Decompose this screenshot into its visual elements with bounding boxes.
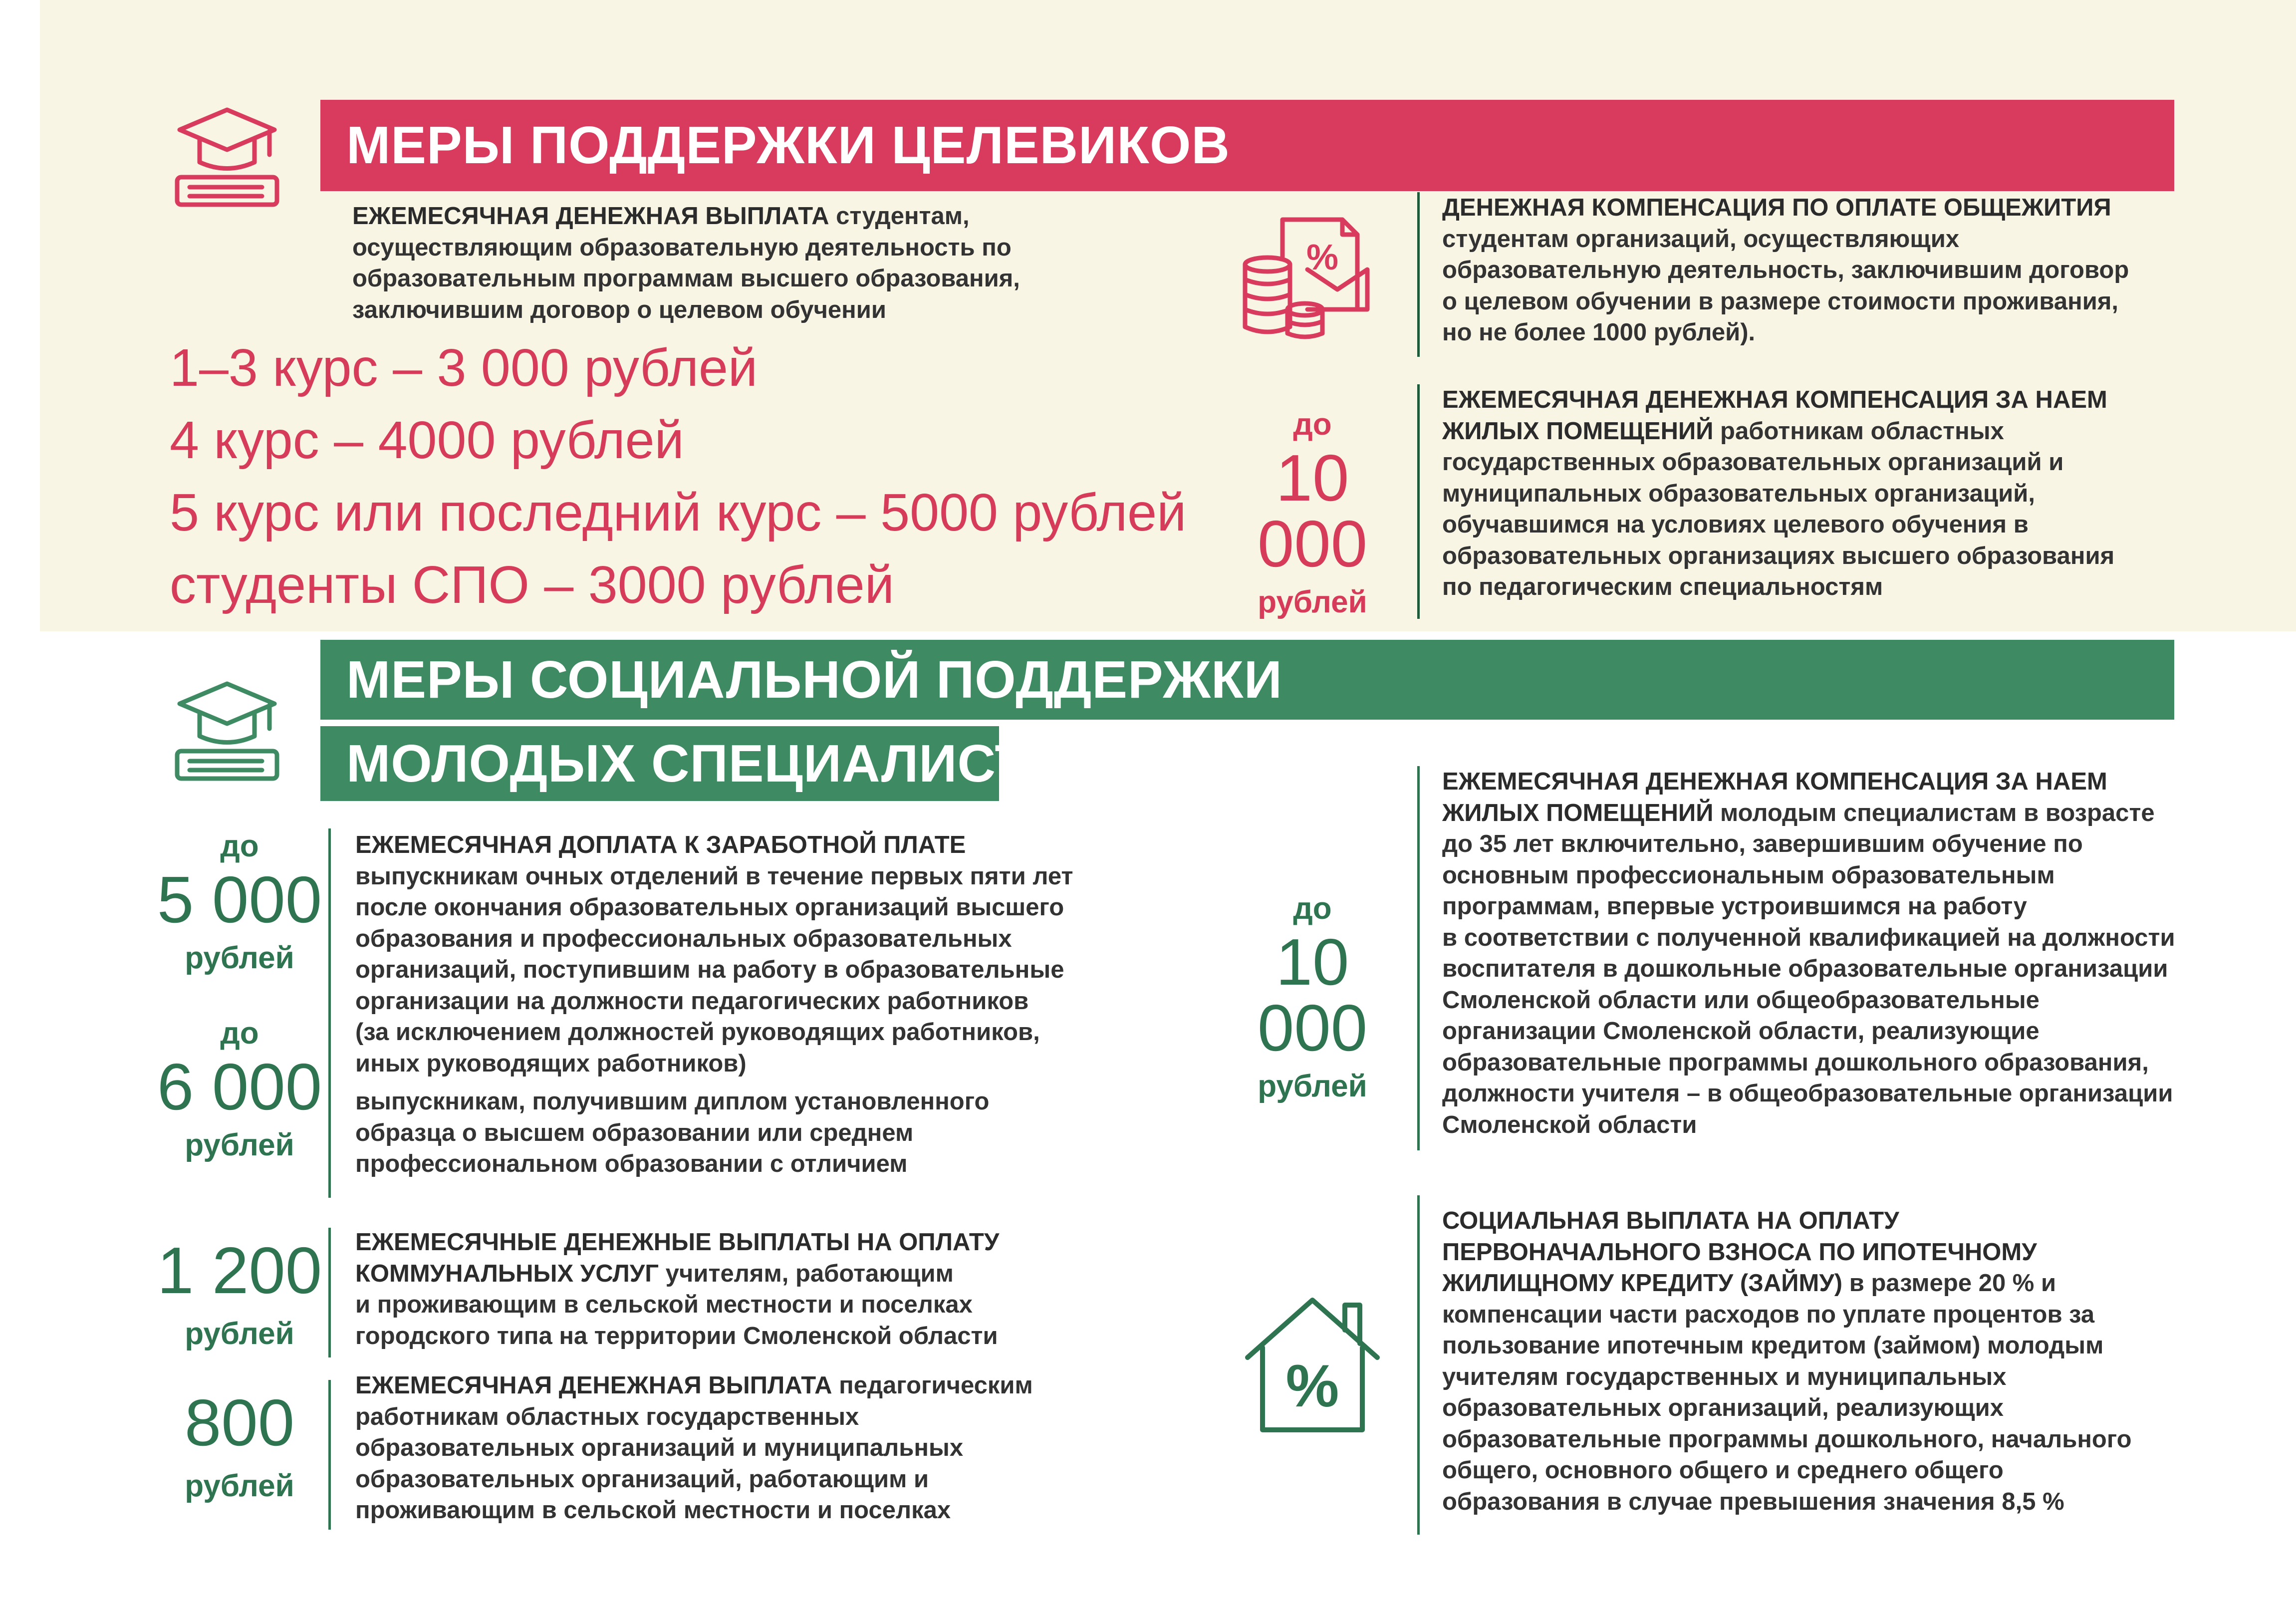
monthly-payment-line: студентам, — [829, 203, 970, 230]
rent1-line: по педагогическим специальностям — [1442, 573, 1883, 600]
amount-prefix: до — [1293, 891, 1332, 926]
dorm-line: образовательную деятельность, заключившим договор — [1442, 257, 2129, 283]
amount-value: 5 000 — [157, 863, 322, 936]
utilities-line: учителям, работающим — [659, 1260, 954, 1287]
salary-line: (за исключением должностей руководящих работников, — [355, 1019, 1040, 1046]
rent1-divider — [1417, 384, 1420, 619]
utilities-line: городского типа на территории Смоленской области — [355, 1322, 998, 1349]
rent1-line: образовательных организациях высшего образования — [1442, 542, 2115, 569]
section1-monthly-payment-text — [352, 201, 1211, 325]
salary-line: организаций, поступившим на работу в образовательные — [355, 956, 1064, 983]
mortgage-lead: СОЦИАЛЬНАЯ ВЫПЛАТА НА ОПЛАТУ — [1442, 1207, 1899, 1234]
teachers-amount — [150, 1386, 329, 1503]
utilities-text — [355, 1227, 1154, 1351]
rent2-line: Смоленской области — [1442, 1111, 1697, 1138]
mortgage-line: общего, основного общего и среднего общего — [1442, 1457, 2004, 1484]
utilities-line: и проживающим в сельской местности и поселках — [355, 1291, 973, 1318]
rent2-lead: ЕЖЕМЕСЯЧНАЯ ДЕНЕЖНАЯ КОМПЕНСАЦИЯ ЗА НАЕМ — [1442, 768, 2107, 795]
salary-line: организации на должности педагогических работников — [355, 987, 1029, 1015]
amount-value: 1 200 — [157, 1234, 322, 1307]
rent2-line: программам, впервые устроившимся на работу — [1442, 893, 2027, 920]
dorm-line: студентам организаций, осуществляющих — [1442, 225, 1960, 253]
monthly-payment-line: образовательным программам высшего образования, — [352, 265, 1020, 292]
salary-line: образования и профессиональных образовательных — [355, 925, 1012, 952]
section2-title-1: МЕРЫ СОЦИАЛЬНОЙ ПОДДЕРЖКИ — [346, 650, 1282, 709]
rent2-compensation-text — [1442, 766, 2281, 1140]
mortgage-line: образовательные программы дошкольного, начального — [1442, 1425, 2132, 1453]
utilities-lead: ЕЖЕМЕСЯЧНЫЕ ДЕНЕЖНЫЕ ВЫПЛАТЫ НА ОПЛАТУ — [355, 1229, 1000, 1256]
amount-unit: рублей — [1258, 585, 1367, 619]
salary-amount-1 — [150, 831, 329, 974]
rent2-line: Смоленской области или общеобразовательные — [1442, 986, 2040, 1014]
amount-value: 800 — [184, 1386, 295, 1459]
mortgage-line: компенсации части расходов по уплате процентов за — [1442, 1301, 2095, 1328]
mortgage-line: образования в случае превышения значения 8,5 % — [1442, 1488, 2064, 1515]
dorm-compensation-text — [1442, 192, 2261, 348]
salary-line: выпускникам очных отделений в течение первых пяти лет — [355, 862, 1073, 890]
rent2-line: организации Смоленской области, реализующие — [1442, 1018, 2040, 1045]
salary-line: образца о высшем образовании или среднем — [355, 1119, 914, 1146]
utilities-lead: КОММУНАЛЬНЫХ УСЛУГ — [355, 1260, 659, 1287]
amount-unit: рублей — [185, 1128, 294, 1162]
mortgage-text — [1442, 1205, 2281, 1517]
utilities-amount — [150, 1234, 329, 1351]
salary-line: выпускникам, получившим диплом установленного — [355, 1088, 990, 1115]
rent2-line: образовательные программы дошкольного образования, — [1442, 1049, 2149, 1076]
salary-lead: ЕЖЕМЕСЯЧНАЯ ДОПЛАТА К ЗАРАБОТНОЙ ПЛАТЕ — [355, 831, 966, 858]
rent2-line: молодым специалистам в возрасте — [1713, 799, 2155, 826]
monthly-payment-line: заключившим договор о целевом обучении — [352, 296, 887, 323]
section1-title-banner — [320, 100, 2174, 191]
rate-item: студенты СПО – 3000 рублей — [170, 555, 894, 614]
graduation-cap-books-icon — [170, 676, 284, 786]
section2-title-banner-1 — [320, 640, 2174, 720]
amount-unit: рублей — [1258, 1069, 1367, 1103]
teachers-line: образовательных организаций, работающим и — [355, 1465, 929, 1493]
mortgage-line: пользование ипотечным кредитом (займом) молодым — [1442, 1332, 2104, 1359]
salary-line: после окончания образовательных организаций высшего — [355, 894, 1064, 921]
teachers-divider — [328, 1380, 331, 1530]
rent2-line: в соответствии с полученной квалификацией на должности — [1442, 924, 2175, 951]
house-percent-icon — [1238, 1288, 1387, 1437]
utilities-divider — [328, 1228, 331, 1357]
amount-prefix: до — [220, 1016, 259, 1051]
rent1-line: обучавшимся на условиях целевого обучения в — [1442, 511, 2029, 538]
rent1-line: работникам областных — [1713, 417, 2004, 445]
dorm-line: о целевом обучении в размере стоимости проживания, — [1442, 287, 2119, 315]
rent2-line: до 35 лет включительно, завершившим обучение по — [1442, 830, 2083, 857]
rent2-line: должности учителя – в общеобразовательные организации — [1442, 1080, 2173, 1107]
section1-title: МЕРЫ ПОДДЕРЖКИ ЦЕЛЕВИКОВ — [346, 116, 1230, 175]
rate-item: 4 курс – 4000 рублей — [170, 411, 684, 470]
rent2-lead: ЖИЛЫХ ПОМЕЩЕНИЙ — [1442, 799, 1714, 826]
teachers-lead: ЕЖЕМЕСЯЧНАЯ ДЕНЕЖНАЯ ВЫПЛАТА — [355, 1372, 832, 1399]
teachers-line: педагогическим — [832, 1372, 1033, 1399]
mortgage-line: в размере 20 % и — [1842, 1270, 2056, 1297]
teachers-line: проживающим в сельской местности и поселках — [355, 1497, 951, 1524]
rate-item: 1–3 курс – 3 000 рублей — [170, 338, 758, 397]
rent1-line: государственных образовательных организаций и — [1442, 449, 2064, 476]
rent2-line: воспитателя в дошкольные образовательные организации — [1442, 955, 2168, 982]
amount-value: 10 000 — [1257, 925, 1368, 1065]
rent2-amount — [1223, 893, 1402, 1102]
mortgage-lead: ПЕРВОНАЧАЛЬНОГО ВЗНОСА ПО ИПОТЕЧНОМУ — [1442, 1238, 2037, 1266]
dorm-lead: ДЕНЕЖНАЯ КОМПЕНСАЦИЯ ПО ОПЛАТЕ ОБЩЕЖИТИЯ — [1442, 194, 2111, 221]
rent1-compensation-text — [1442, 384, 2271, 603]
dorm-line: но не более 1000 рублей). — [1442, 319, 1756, 346]
rent2-divider — [1417, 766, 1420, 1150]
mortgage-line: образовательных организаций, реализующих — [1442, 1394, 2004, 1421]
salary-amount-2 — [150, 1018, 329, 1161]
coins-percent-envelope-icon — [1238, 210, 1387, 344]
monthly-payment-lead: ЕЖЕМЕСЯЧНАЯ ДЕНЕЖНАЯ ВЫПЛАТА — [352, 203, 829, 230]
rate-item: 5 курс или последний курс – 5000 рублей — [170, 483, 1187, 542]
mortgage-lead: ЖИЛИЩНОМУ КРЕДИТУ (ЗАЙМУ) — [1442, 1270, 1843, 1297]
amount-unit: рублей — [185, 1317, 294, 1351]
svg-text:%: % — [1285, 1352, 1339, 1419]
section2-title-banner-2 — [320, 726, 1107, 801]
monthly-payment-line: осуществляющим образовательную деятельность по — [352, 234, 1012, 261]
dorm-divider — [1417, 192, 1420, 357]
graduation-cap-books-icon — [170, 102, 284, 212]
teachers-line: образовательных организаций и муниципальных — [355, 1434, 964, 1461]
mortgage-divider — [1417, 1195, 1420, 1535]
salary-divider — [328, 828, 331, 1198]
section2-title-2: МОЛОДЫХ СПЕЦИАЛИСТОВ — [346, 734, 1107, 793]
mortgage-line: учителям государственных и муниципальных — [1442, 1363, 2007, 1390]
salary-line: иных руководящих работников) — [355, 1050, 747, 1077]
amount-value: 10 000 — [1257, 441, 1368, 580]
svg-text:%: % — [1306, 238, 1339, 277]
rates-list — [170, 332, 1186, 621]
teachers-text — [355, 1370, 1154, 1526]
rent1-line: муниципальных образовательных организаций, — [1442, 480, 2035, 507]
salary-supplement-text — [355, 829, 1144, 1180]
amount-prefix: до — [220, 829, 259, 863]
amount-unit: рублей — [185, 1469, 294, 1503]
rent1-lead: ЖИЛЫХ ПОМЕЩЕНИЙ — [1442, 417, 1714, 445]
teachers-line: работникам областных государственных — [355, 1403, 859, 1430]
amount-unit: рублей — [185, 941, 294, 975]
rent2-line: основным профессиональным образовательным — [1442, 861, 2055, 889]
amount-value: 6 000 — [157, 1050, 322, 1123]
amount-prefix: до — [1293, 407, 1332, 442]
rent1-lead: ЕЖЕМЕСЯЧНАЯ ДЕНЕЖНАЯ КОМПЕНСАЦИЯ ЗА НАЕМ — [1442, 386, 2107, 413]
salary-line: профессиональном образовании с отличием — [355, 1150, 908, 1177]
rent1-amount — [1223, 409, 1402, 618]
